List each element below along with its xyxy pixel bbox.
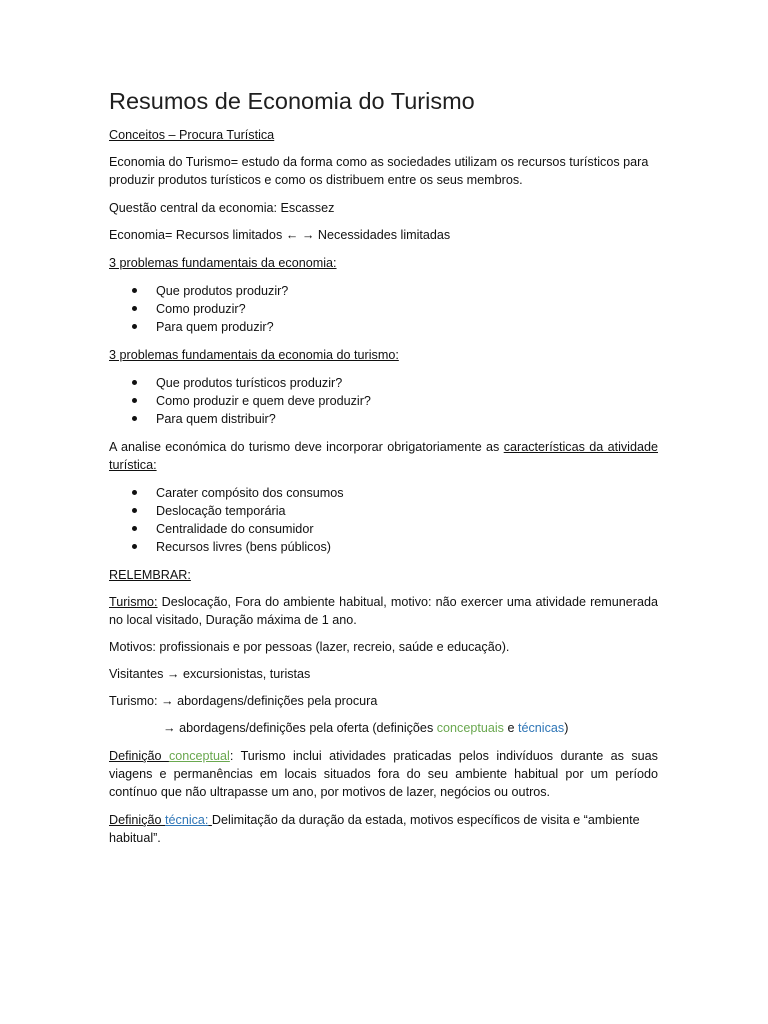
list-item: Centralidade do consumidor [130,520,344,538]
list-item: Como produzir? [130,300,288,318]
section-heading: Conceitos – Procura Turística [109,128,275,142]
list-item: Deslocação temporária [130,502,344,520]
turismo-label: Turismo: [109,595,158,609]
analysis-text: A analise económica do turismo deve incorporar obrigatoriamente as [109,440,504,454]
list-item: Que produtos turísticos produzir? [130,374,371,392]
oferta-suffix: ) [564,721,569,735]
def-tecnica-word: técnica: [165,813,209,827]
oferta-and: e [503,721,518,735]
conceptual-definition [109,747,658,801]
list-item: Recursos livres (bens públicos) [130,538,344,556]
tourism-economy-definition: Economia do Turismo= estudo da forma como as sociedades utilizam os recursos turísticos para produzir produtos turísticos e como os distribuem entre os seus membros. [109,155,649,187]
oferta-prefix: → abordagens/definições pela oferta (definições [163,721,437,735]
analysis-paragraph [109,438,658,474]
characteristics-phrase: características da atividade turística: [109,440,658,472]
def-conceptual-text: Turismo inclui atividades praticadas pelos indivíduos durante as suas viagens e permanências em locais situados fora do seu ambiente habitual por um período contínuo que não ultrapasse um ano, por motivos de lazer, negócios ou outros. [109,749,658,799]
tecnicas-word: técnicas [517,721,565,735]
tourism-problems-heading: 3 problemas fundamentais da economia do turismo: [109,348,399,362]
list-item: Para quem produzir? [130,318,288,336]
list-item: Para quem distribuir? [130,410,371,428]
visitantes-line: Visitantes → excursionistas, turistas [109,667,311,681]
central-question: Questão central da economia: Escassez [109,201,335,215]
turismo-procura-line: Turismo: → abordagens/definições pela procura [109,694,378,708]
def-conceptual-word: conceptual [168,749,230,763]
def-tecnica-text: Delimitação da duração da estada, motivos específicos de visita e “ambiente habitual”. [109,813,640,845]
oferta-line [163,719,658,737]
economy-relation: Economia= Recursos limitados ← → Necessidades limitadas [109,228,451,242]
list-item: Como produzir e quem deve produzir? [130,392,371,410]
problems-heading: 3 problemas fundamentais da economia: [109,256,337,270]
list-item: Que produtos produzir? [130,282,288,300]
motivos-line: Motivos: profissionais e por pessoas (lazer, recreio, saúde e educação). [109,640,510,654]
conceptuais-word: conceptuais [436,721,504,735]
characteristics-list [130,484,344,556]
technical-definition [109,811,658,847]
tourism-problems-list [130,374,371,428]
def-tecnica-label: Definição [109,813,166,827]
list-item: Carater compósito dos consumos [130,484,344,502]
turismo-definition [109,593,658,629]
relembrar-heading: RELEMBRAR: [109,568,191,582]
document-title: Resumos de Economia do Turismo [109,88,475,114]
problems-list [130,282,288,336]
turismo-text: Deslocação, Fora do ambiente habitual, motivo: não exercer uma atividade remunerada no local visitado, Duração máxima de 1 ano. [109,595,658,627]
def-conceptual-label: Definição [109,749,169,763]
def-conceptual-colon: : [229,749,234,763]
